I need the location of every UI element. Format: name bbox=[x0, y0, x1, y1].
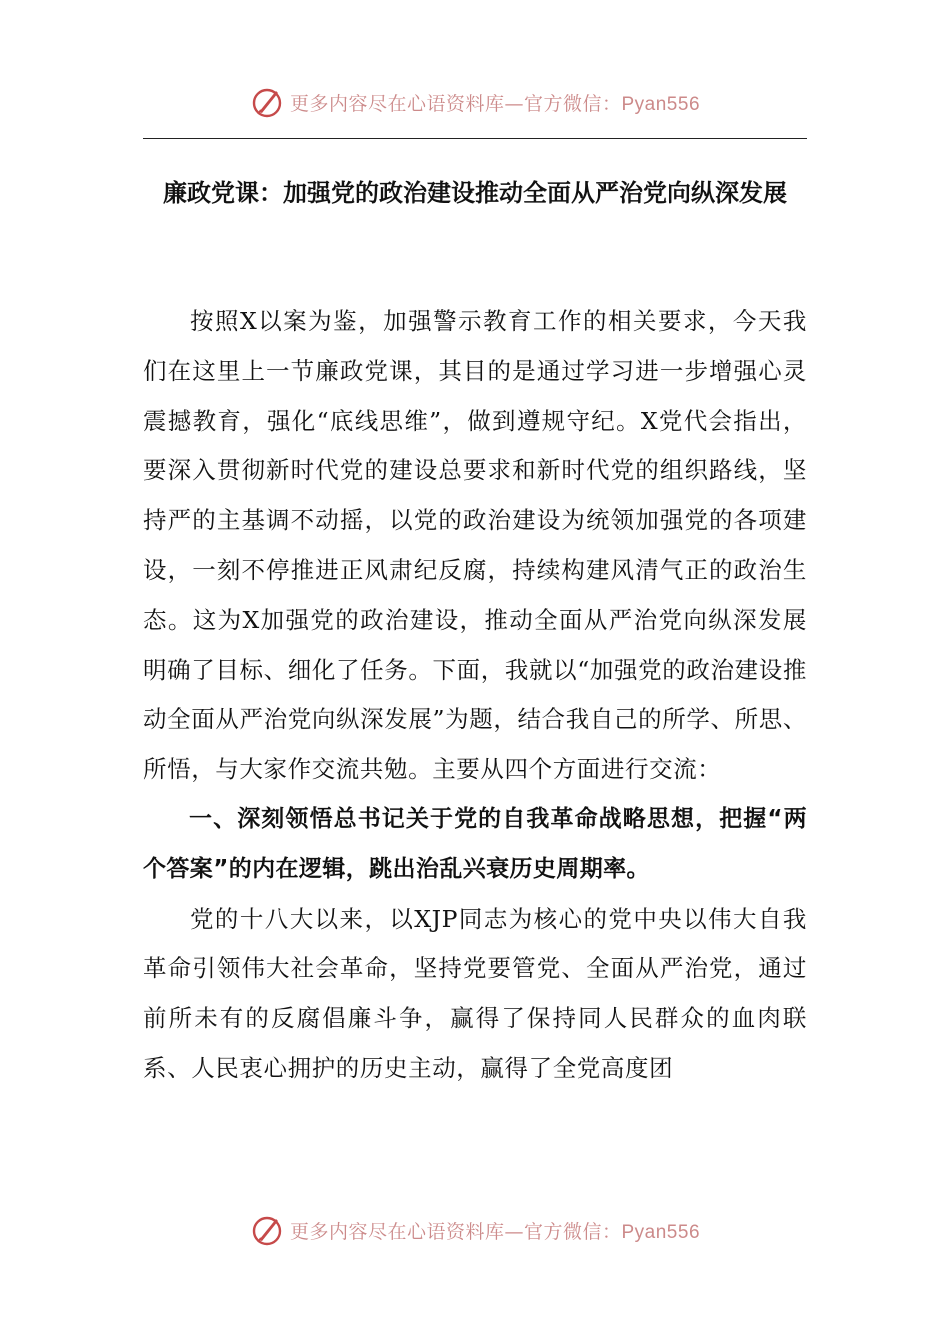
watermark-handle: Pyan556 bbox=[621, 93, 701, 115]
document-body bbox=[143, 297, 807, 1094]
watermark-text bbox=[290, 1217, 700, 1244]
watermark-handle: Pyan556 bbox=[621, 1221, 701, 1243]
quill-pen-logo-icon bbox=[250, 1213, 284, 1247]
intro-paragraph: 按照X以案为鉴，加强警示教育工作的相关要求，今天我们在这里上一节廉政党课，其目的是通过学习进一步增强心灵震撼教育，强化“底线思维”，做到遵规守纪。X党代会指出，要深入贯彻新时代党的建设总要求和新时代党的组织路线，坚持严的主基调不动摇，以党的政治建设为统领加强党的各项建设，一刻不停推进正风肃纪反腐，持续构建风清气正的政治生态。这为X加强党的政治建设，推动全面从严治党向纵深发展明确了目标、细化了任务。下面，我就以“加强党的政治建设推动全面从严治党向纵深发展”为题，结合我自己的所学、所思、所悟，与大家作交流共勉。主要从四个方面进行交流： bbox=[143, 307, 807, 784]
section-heading-1: 一、深刻领悟总书记关于党的自我革命战略思想，把握“两个答案”的内在逻辑，跳出治乱兴衰历史周期率。 bbox=[143, 805, 807, 882]
header-watermark bbox=[0, 82, 950, 122]
document-title: 廉政党课：加强党的政治建设推动全面从严治党向纵深发展 bbox=[163, 179, 787, 207]
footer-watermark bbox=[0, 1210, 950, 1250]
watermark-caption: 更多内容尽在心语资料库—官方微信： bbox=[289, 1220, 622, 1243]
quill-pen-logo-icon bbox=[250, 85, 284, 119]
section-paragraph-1: 党的十八大以来，以XJP同志为核心的党中央以伟大自我革命引领伟大社会革命，坚持党要管党、全面从严治党，通过前所未有的反腐倡廉斗争，赢得了保持同人民群众的血肉联系、人民衷心拥护的历史主动，赢得了全党高度团 bbox=[143, 904, 807, 1082]
watermark-caption: 更多内容尽在心语资料库—官方微信： bbox=[289, 92, 622, 115]
header-divider bbox=[143, 138, 807, 139]
watermark-text bbox=[290, 89, 700, 116]
